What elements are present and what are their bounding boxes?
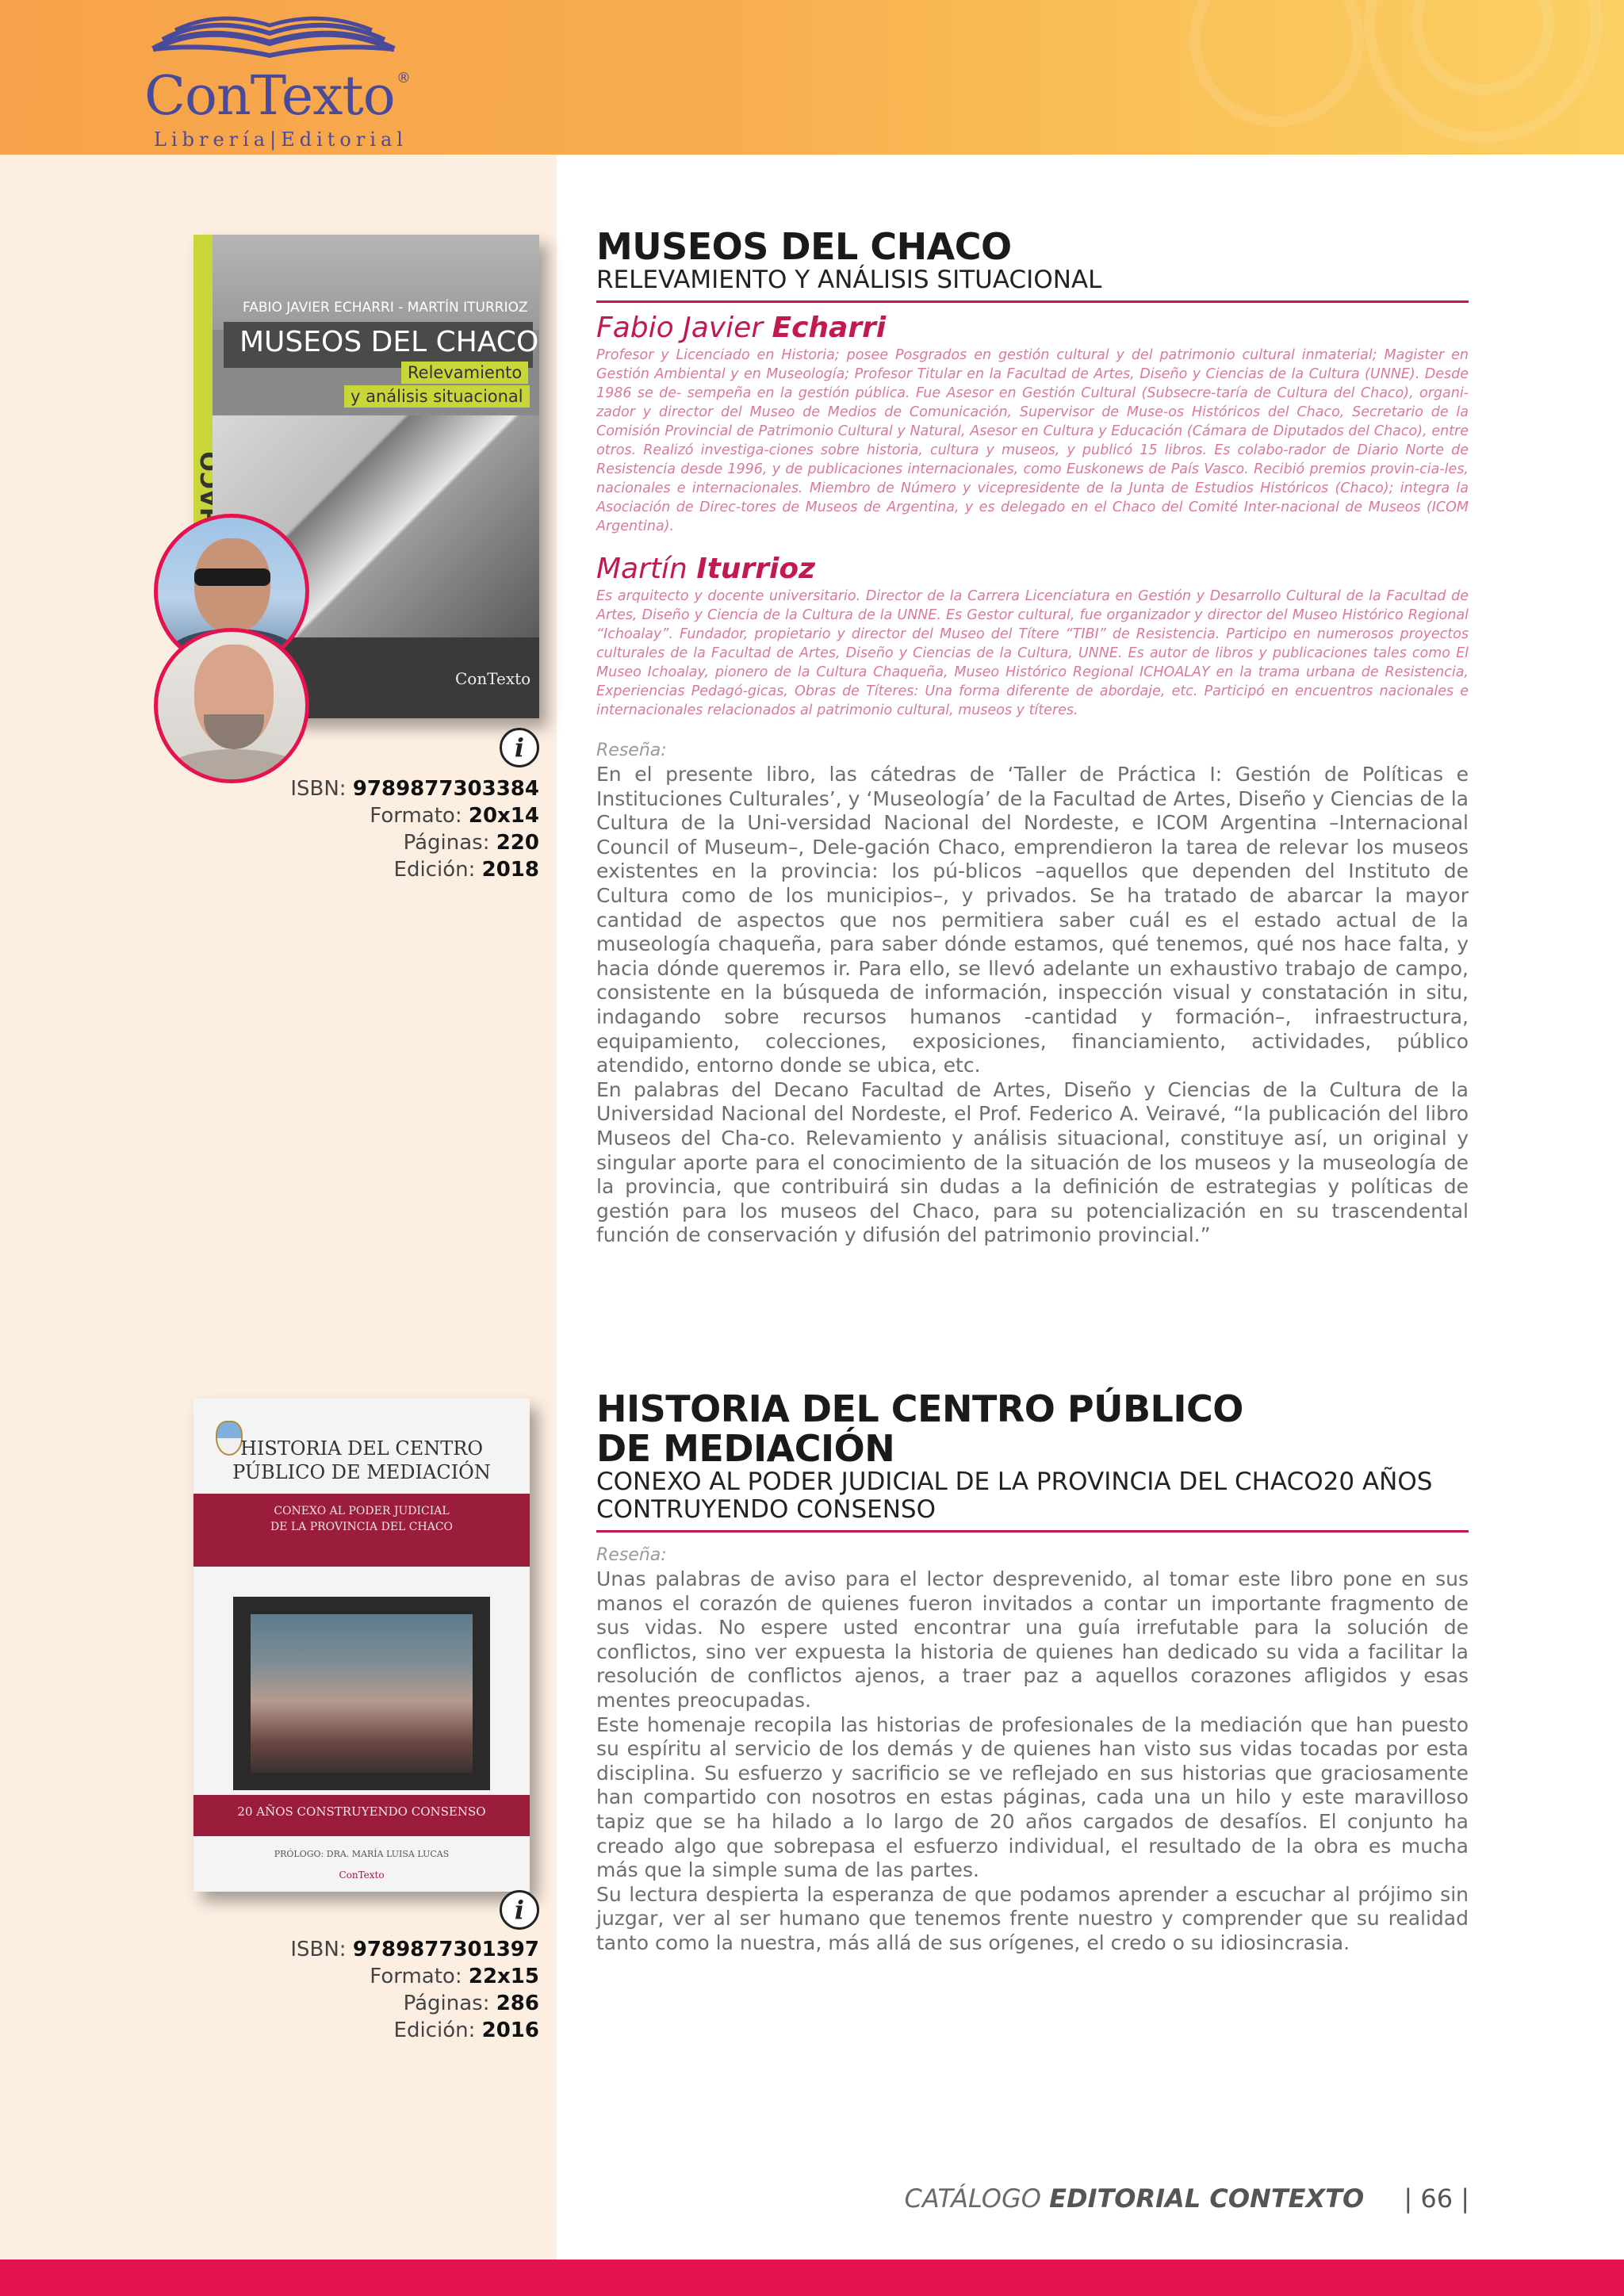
cover-title: MUSEOS DEL CHACO <box>239 326 539 358</box>
pages-row: Páginas: 286 <box>403 1992 539 2015</box>
cover-title: HISTORIA DEL CENTRO PÚBLICO DE MEDIACIÓN <box>232 1437 491 1483</box>
logo-name: ConTexto <box>144 65 395 128</box>
info-icon[interactable]: i <box>500 728 539 767</box>
review-label: Reseña: <box>596 740 667 760</box>
cover-authors: FABIO JAVIER ECHARRI - MARTÍN ITURRIOZ <box>243 300 528 316</box>
review-paragraph: Unas palabras de aviso para el lector desprevenido, al tomar este libro pone en sus manos el corazón de quienes fueron invitados a contar un importante fragmento de sus vidas. No espere usted encontrar una guía irrefutable para la solución de conflictos, sino ver expuesta la historia de quienes han dedicado su vida a facilitar la resolución de conflictos ajenos, a traer paz a aquellos corazones afligidos y esas mentes preocupadas. <box>596 1567 1469 1712</box>
author-bio: Profesor y Licenciado en Historia; posee Posgrados en gestión cultural y del patrimonio cultural inmaterial; Magister en Gestión Ambiental y en Museología; Profesor Titular en la Facultad de Artes, Diseño y Ciencias de la Cultura (UNNE). Desde 1986 se de- sempeña en la gestión pública. Fue Asesor en Gestión Cultural (Subsecre-taría de Cultura del Chaco), organi-zador y director del Museo de Medios de Comunicación, Supervisor de Muse-os Históricos del Chaco, Secretario de la Comisión Provincial de Patrimonio Cultural y Natural, Asesor en Cultura y Educación (Cámara de Diputados del Chaco), entre otros. Realizó investiga-ciones sobre historia, cultura y museos, y publicó 15 libros. Es colabo-rador de Diario Norte de Resistencia desde 1996, y de publicaciones internacionales, como Euskonews de País Vasco. Recibió premios provin-cia-les, nacionales e internacionales. Miembro de Número y vicepresidente de la Junta de Estudios Históricos (Chaco); integra la Asociación de Direc-tores de Museos de Argentina, y es delegado en el Chaco del Comité Inter-nacional de Museos (ICOM Argentina). <box>596 347 1469 534</box>
header-swirl-decoration <box>1189 0 1364 127</box>
info-icon[interactable]: i <box>500 1890 539 1930</box>
format-row: Formato: 20x14 <box>370 804 539 828</box>
format-value: 20x14 <box>468 804 539 828</box>
footer-brand: EDITORIAL CONTEXTO <box>1049 2183 1365 2214</box>
edition-value: 2016 <box>481 2019 539 2042</box>
book-meta <box>290 775 539 883</box>
book-subtitle: CONEXO AL PODER JUDICIAL DE LA PROVINCIA DEL CHACO20 AÑOS CONTRUYENDO CONSENSO <box>596 1468 1433 1524</box>
book-entry-museos-del-chaco <box>596 227 1469 1248</box>
pages-value: 286 <box>496 1992 539 2015</box>
cover-band-text: CONEXO AL PODER JUDICIAL DE LA PROVINCIA DEL CHACO <box>270 1505 454 1533</box>
book-cover-historia-centro-mediacion[interactable] <box>193 1399 530 1892</box>
edition-row: Edición: 2018 <box>393 858 539 882</box>
pages-row: Páginas: 220 <box>403 831 539 855</box>
cover-sky <box>213 235 539 330</box>
book-title: HISTORIA DEL CENTRO PÚBLICO DE MEDIACIÓN <box>596 1387 1243 1470</box>
cover-tag: y análisis situacional <box>344 385 530 408</box>
page-header <box>0 0 1624 155</box>
review-paragraph: En palabras del Decano Facultad de Artes, Diseño y Ciencias de la Cultura de la Universidad Nacional del Nordeste, el Prof. Federico A. Veiravé, “la publicación del libro Museos del Cha-co. Relevamiento y análisis situacional, constituye así, un original y singular aporte para el conocimiento de la situación de los museos y la museología de la provincia, que contribuirá sin dudas a la definición de estrategias y políticas de gestión para los museos del Chaco, para su potencialización en su trascendental función de conservación y difusión del patrimonio provincial.” <box>596 1077 1469 1247</box>
edition-row: Edición: 2016 <box>393 2019 539 2042</box>
cover-band-text: 20 AÑOS CONSTRUYENDO CONSENSO <box>237 1804 486 1819</box>
book-entry-historia-centro-mediacion <box>596 1389 1469 1956</box>
isbn-row: ISBN: 9789877301397 <box>290 1938 539 1961</box>
author-bio: Es arquitecto y docente universitario. Director de la Carrera Licenciatura en Gestión y Desarrollo Cultural de la Facultad de Artes, Diseño y Ciencia de la Cultura de la UNNE. Es Gestor cultural, fue organizador y director del Museo Histórico Regional “Ichoalay”. Fundador, propietario y director del Museo del Títere “TIBI” de Resistencia. Participo en numerosos proyectos culturales de la Facultad de Artes, Diseño y Ciencias de la Cultura, UNNE. Es autor de libros y publicaciones tales como El Museo Ichoalay, pionero de la Cultura Chaqueña, Museo Histórico Regional ICHOALAY en la trama urbana de Resistencia, Experiencias Pedagó-gicas, Obras de Títeres: Una forma diferente de abordaje, etc. Participó en encuentros nacionales e internacionales relacionados al patrimonio cultural, museos y títeres. <box>596 588 1469 718</box>
book-title: MUSEOS DEL CHACO <box>596 225 1012 268</box>
avatar-martin-iturrioz <box>154 628 309 783</box>
book-subtitle: RELEVAMIENTO Y ANÁLISIS SITUACIONAL <box>596 266 1102 294</box>
isbn-value: 9789877301397 <box>352 1938 539 1961</box>
page-footer <box>905 2183 1469 2214</box>
review-paragraph: Este homenaje recopila las historias de profesionales de la mediación que han puesto su espíritu al servicio de los demás y de quienes han visto sus vidas tocadas por esta disciplina. Su esfuerzo y sacrificio se ve reflejado en sus historias que graciosamente han compartido con nosotros en estas páginas, cada una un hilo y este maravilloso tapiz que se ha hilado a lo largo de 20 años cargados de desafíos. El conjunto ha creado algo que sobrepasa el esfuerzo individual, el resultado de la obra es mucha más que la simple suma de las partes. <box>596 1712 1469 1882</box>
pages-value: 220 <box>496 831 539 855</box>
cover-publisher: ConTexto <box>455 669 531 688</box>
book-meta <box>290 1936 539 2044</box>
review-paragraph: Su lectura despierta la esperanza de que podamos aprender a escuchar al prójimo sin juzgar, ver al ser humano que tenemos frente nuestro y comprender que su realidad tanto como la nuestra, más allá de sus orígenes, el credo o su idiosincrasia. <box>596 1882 1469 1954</box>
footer-catalog: CATÁLOGO <box>904 2183 1041 2214</box>
format-row: Formato: 22x15 <box>370 1965 539 1988</box>
cover-tag: Relevamiento <box>401 362 528 384</box>
review-paragraph: En el presente libro, las cátedras de ‘Taller de Práctica I: Gestión de Políticas e Instituciones Culturales’, y ‘Museología’ de la Facultad de Artes, Diseño y Ciencias de la Cultura de la Uni-versidad Nacional del Nordeste, e ICOM Argentina –Internacional Council of Museum–, Dele-gación Chaco, emprendieron la tarea de relevar los museos existentes en la provincia: los pú-blicos –aquellos que dependen del Instituto de Cultura como de los municipios–, y privados. Se ha tratado de abarcar la mayor cantidad de aspectos que nos permitiera saber cuál es el estado actual de la museología chaqueña, para saber dónde estamos, qué tenemos, qué nos hace falta, y hacia dónde queremos ir. Para ello, se llevó adelante un exhaustivo trabajo de campo, consistente en la búsqueda de información, inspección visual y constatación in situ, indagando sobre recursos humanos -cantidad y formación–, infraestructura, equipamiento, colecciones, exposiciones, financiamiento, actividades, público atendido, entorno donde se ubica, etc. <box>596 763 1469 1077</box>
cover-group-photo <box>233 1597 490 1790</box>
author-name: Fabio Javier Echarri <box>596 312 887 344</box>
sunglasses <box>194 568 270 586</box>
title-divider <box>596 1530 1469 1533</box>
cover-prologue: PRÓLOGO: DRA. MARÍA LUISA LUCAS <box>274 1849 450 1859</box>
format-value: 22x15 <box>468 1965 539 1988</box>
page-number: | 66 | <box>1404 2183 1469 2214</box>
cover-publisher: ConTexto <box>339 1869 385 1881</box>
review-label: Reseña: <box>596 1545 667 1565</box>
footer-bar <box>0 2260 1624 2296</box>
contexto-logo[interactable] <box>143 8 412 151</box>
title-divider <box>596 300 1469 303</box>
isbn-row: ISBN: 9789877303384 <box>290 777 539 801</box>
author-name: Martín Iturrioz <box>596 553 816 585</box>
open-book-icon <box>147 8 400 63</box>
registered-mark: ® <box>396 70 411 86</box>
isbn-value: 9789877303384 <box>352 777 539 801</box>
edition-value: 2018 <box>481 858 539 882</box>
logo-subtitle: Librería|Editorial <box>154 128 408 151</box>
